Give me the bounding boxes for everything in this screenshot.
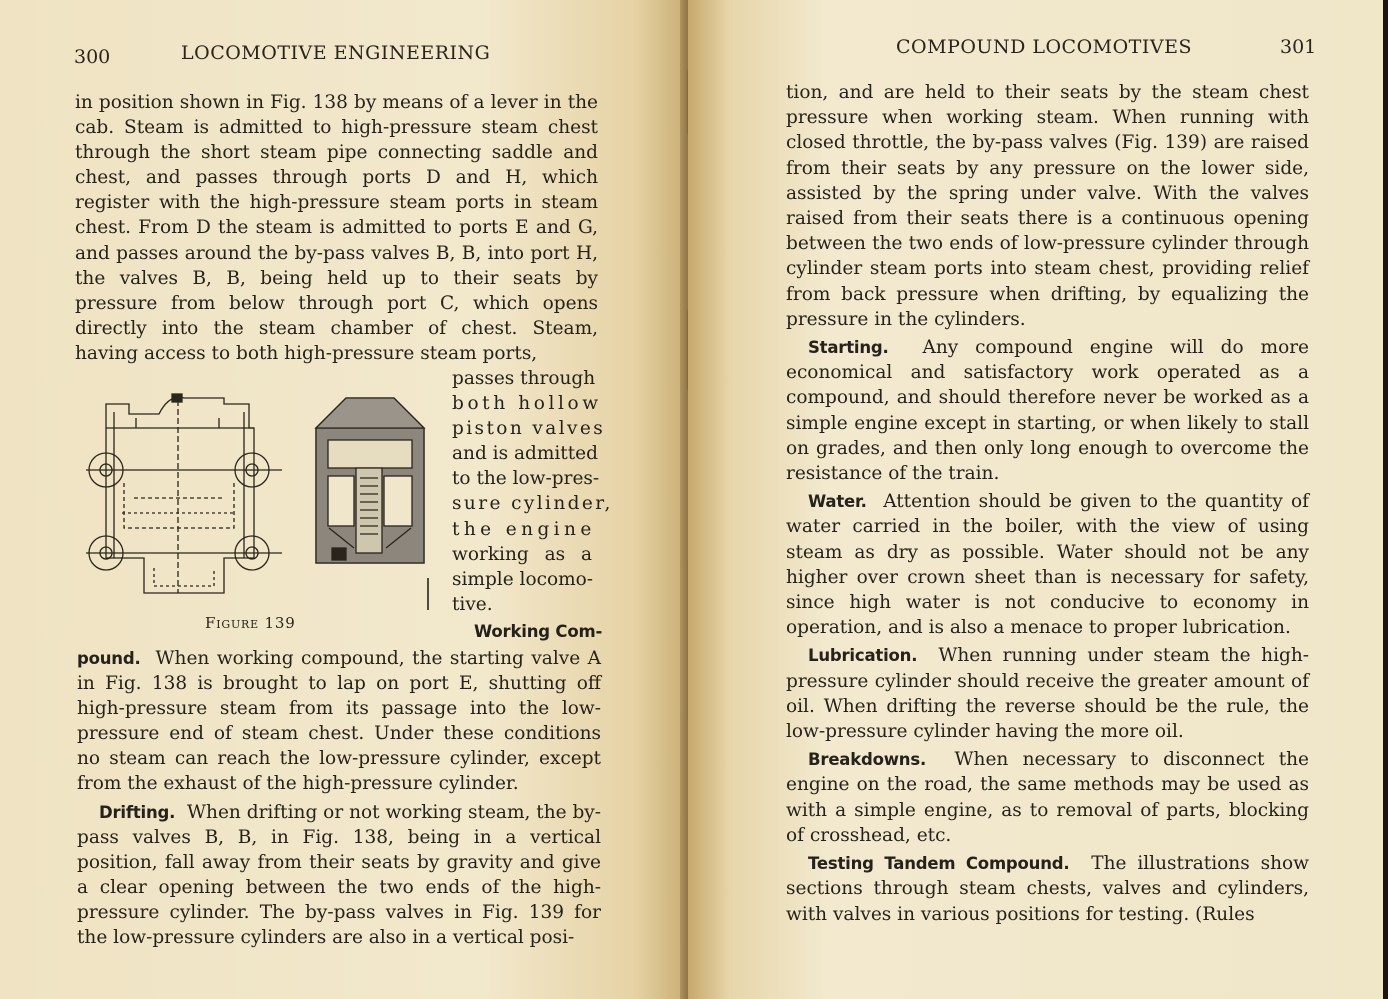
heading-water: Water. (808, 492, 867, 512)
heading-working-compound: Working Com- (474, 622, 603, 641)
figure-caption (205, 614, 296, 632)
left-para-1 (75, 90, 598, 366)
figure-caption-number: 139 (264, 614, 296, 632)
figure-139-svg (84, 388, 429, 610)
right-para-starting (786, 335, 1309, 486)
heading-working-compound-end: pound. (77, 649, 141, 668)
heading-drifting: Drifting. (99, 802, 176, 822)
right-text-block (786, 80, 1309, 927)
right-para-breakdowns (786, 747, 1309, 848)
wrap-line: working as a (452, 543, 593, 565)
wrap-line: simple locomo- (452, 568, 594, 590)
figure-139-diagram (84, 388, 429, 610)
left-page (0, 0, 688, 999)
wrap-line: and is admitted (452, 443, 598, 465)
water-text: Attention should be given to the quantity of water carried in the boiler, with the view of using steam as dry as possible. Water should not be any higher over crown sheet than is necessary for safety, since high water is not conducive to economy in operation, and is also a menace to proper lubrication. (786, 491, 1310, 639)
starting-text: Any compound engine will do more economical and satisfactory work operated as a compound, and should therefore never be worked as a simple engine except in starting, or when likely to stall on grades, and then only long enough to overcome the resistance of the train. (786, 337, 1309, 485)
wrap-line: to the low-pres- (452, 468, 600, 490)
page-number-right: 301 (1280, 36, 1317, 58)
left-para-2 (77, 646, 601, 950)
right-para-testing (786, 851, 1309, 927)
wrap-line: the engine (452, 518, 596, 540)
left-para-2-text: When working compound, the starting valve A in Fig. 138 is brought to lap on port E, shutting off high-pressure steam from its passage into the low-pressure end of steam chest. Under these conditions no steam can reach the low-pressure cylinder, except from the exhaust of the high-pressure cylinder. (77, 648, 602, 795)
figure-wrap-text (452, 366, 613, 617)
left-para-3-text: When drifting or not working steam, the by-pass valves B, B, in Fig. 138, being in a vertical position, fall away from their seats by gravity and give a clear opening between the two ends of the high-pressure cylinder. The by-pass valves in Fig. 139 for the low-pressure cylinders are also in a vertical posi- (77, 801, 602, 949)
wrap-line: passes through (452, 368, 596, 389)
heading-breakdowns: Breakdowns. (808, 750, 927, 770)
page-number-left: 300 (74, 46, 111, 68)
heading-lubrication: Lubrication. (808, 646, 918, 666)
breakdowns-text: When necessary to disconnect the engine on the road, the same methods may be used as with a simple engine, as to removal of parts, blocking of crosshead, etc. (786, 749, 1310, 846)
right-para-water (786, 489, 1309, 640)
wrap-line: tive. (452, 593, 493, 615)
figure-caption-prefix: Figure (205, 614, 259, 632)
wrap-line: both hollow (452, 393, 602, 415)
page-edge (1383, 0, 1388, 999)
heading-starting: Starting. (808, 338, 889, 358)
running-head-right: COMPOUND LOCOMOTIVES (896, 36, 1192, 58)
lubrication-text: When running under steam the high-pressure cylinder should receive the greater amount of oil. When drifting the reverse should be the rule, the low-pressure cylinder having the more oil. (786, 645, 1309, 743)
running-head-left: LOCOMOTIVE ENGINEERING (181, 42, 491, 64)
wrap-line: piston valves (452, 418, 606, 440)
right-para-1-text: tion, and are held to their seats by the steam chest pressure when working steam. When running with closed throttle, the by-pass valves (Fig. 139) are raised from their seats by any pressure on the lower side, assisted by the spring under valve. With the valves raised from their seats there is a continuous opening between the two ends of low-pressure cylinder through cylinder steam ports into steam chest, providing relief from back pressure when drifting, by equalizing the pressure in the cylinders. (786, 82, 1309, 330)
right-page (688, 0, 1388, 999)
heading-testing: Testing Tandem Compound. (808, 854, 1070, 874)
testing-text: The illustrations show sections through steam chests, valves and cylinders, with valves in various positions for testing. (Rules (786, 853, 1309, 925)
left-para-1-text: in position shown in Fig. 138 by means of a lever in the cab. Steam is admitted to high-pressure steam chest through the short steam pipe connecting saddle and chest, and passes through ports D and H, which register with the high-pressure steam ports in steam chest. From D the steam is admitted to ports E and G, and passes around the by-pass valves B, B, into port H, the valves B, B, being held up to their seats by pressure from below through port C, which opens directly into the steam chamber of chest. Steam, having access to both high-pressure steam ports, (75, 92, 598, 364)
right-para-lubrication (786, 643, 1309, 744)
wrap-line: sure cylinder, (452, 493, 613, 515)
